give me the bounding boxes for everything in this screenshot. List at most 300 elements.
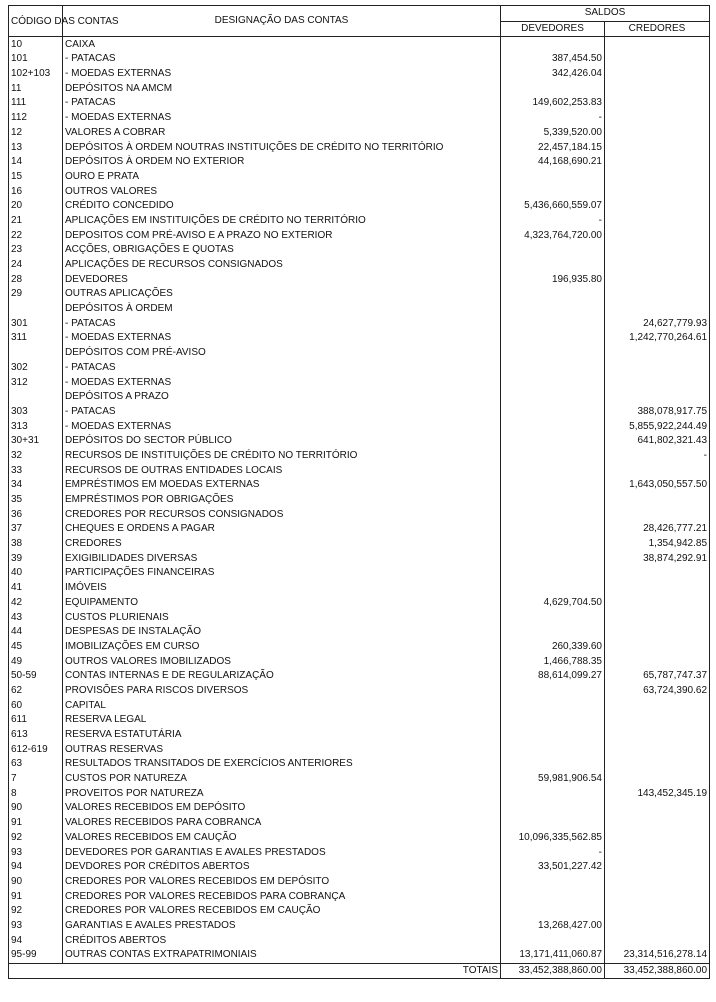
creditors-cell [605, 625, 710, 640]
code-column-header: CÓDIGO DAS CONTAS [9, 6, 63, 37]
account-name-cell: VALORES RECEBIDOS PARA COBRANCA [63, 816, 501, 831]
table-row [9, 581, 710, 596]
creditors-cell [605, 390, 710, 405]
account-name-cell: CREDORES POR VALORES RECEBIDOS EM DEPÓSITO [63, 875, 501, 890]
creditors-cell [605, 581, 710, 596]
account-name-cell: - MOEDAS EXTERNAS [63, 67, 501, 82]
account-name-cell: - MOEDAS EXTERNAS [63, 331, 501, 346]
account-name-cell: GARANTIAS E AVALES PRESTADOS [63, 919, 501, 934]
creditors-cell [605, 37, 710, 52]
account-code-cell: 12 [9, 126, 63, 141]
account-code-cell: 312 [9, 375, 63, 390]
account-code-cell: 24 [9, 258, 63, 273]
creditors-cell [605, 81, 710, 96]
table-row [9, 287, 710, 302]
table-row [9, 37, 710, 52]
table-row [9, 67, 710, 82]
creditors-cell [605, 361, 710, 376]
account-code-cell: 7 [9, 772, 63, 787]
debtors-cell [501, 581, 605, 596]
debtors-cell [501, 786, 605, 801]
creditors-cell [605, 566, 710, 581]
table-row [9, 507, 710, 522]
debtors-cell: 5,436,660,559.07 [501, 199, 605, 214]
debtors-cell: 10,096,335,562.85 [501, 831, 605, 846]
creditors-cell [605, 816, 710, 831]
account-name-cell: VALORES A COBRAR [63, 126, 501, 141]
debtors-cell: - [501, 111, 605, 126]
account-name-cell: DEVDORES POR CRÉDITOS ABERTOS [63, 860, 501, 875]
creditors-cell [605, 287, 710, 302]
account-rows [9, 37, 710, 963]
debtors-cell [501, 625, 605, 640]
account-name-cell: CREDORES POR VALORES RECEBIDOS EM CAUÇÃO [63, 904, 501, 919]
creditors-cell: 38,874,292.91 [605, 551, 710, 566]
table-row [9, 228, 710, 243]
creditors-column-header: CREDORES [605, 21, 710, 37]
account-name-cell: EMPRÉSTIMOS EM MOEDAS EXTERNAS [63, 478, 501, 493]
account-code-cell: 101 [9, 52, 63, 67]
account-code-cell [9, 346, 63, 361]
account-code-cell: 93 [9, 919, 63, 934]
debtors-cell: 4,629,704.50 [501, 596, 605, 611]
debtors-cell: 4,323,764,720.00 [501, 228, 605, 243]
creditors-cell: 1,354,942.85 [605, 537, 710, 552]
account-code-cell: 8 [9, 786, 63, 801]
creditors-cell [605, 375, 710, 390]
debtors-cell [501, 610, 605, 625]
account-code-cell: 44 [9, 625, 63, 640]
totals-debtors: 33,452,388,860.00 [501, 963, 605, 978]
debtors-cell: 5,339,520.00 [501, 126, 605, 141]
debtors-cell [501, 331, 605, 346]
account-code-cell: 91 [9, 816, 63, 831]
creditors-cell [605, 199, 710, 214]
debtors-cell: 22,457,184.15 [501, 140, 605, 155]
debtors-cell: 342,426.04 [501, 67, 605, 82]
table-row [9, 96, 710, 111]
debtors-cell [501, 375, 605, 390]
account-code-cell [9, 390, 63, 405]
table-row [9, 669, 710, 684]
account-code-cell: 10 [9, 37, 63, 52]
creditors-cell [605, 889, 710, 904]
table-row [9, 610, 710, 625]
account-code-cell: 36 [9, 507, 63, 522]
account-name-cell: CONTAS INTERNAS E DE REGULARIZAÇÃO [63, 669, 501, 684]
table-row [9, 713, 710, 728]
table-row [9, 845, 710, 860]
account-name-cell: - PATACAS [63, 96, 501, 111]
account-code-cell: 613 [9, 728, 63, 743]
creditors-cell: 65,787,747.37 [605, 669, 710, 684]
table-row [9, 463, 710, 478]
debtors-cell [501, 742, 605, 757]
account-name-cell: CUSTOS POR NATUREZA [63, 772, 501, 787]
creditors-cell [605, 302, 710, 317]
creditors-cell [605, 493, 710, 508]
creditors-cell [605, 155, 710, 170]
account-name-cell: PARTICIPAÇÕES FINANCEIRAS [63, 566, 501, 581]
table-row [9, 405, 710, 420]
debtors-cell [501, 419, 605, 434]
debtors-cell [501, 522, 605, 537]
table-row [9, 170, 710, 185]
account-name-cell: RECURSOS DE INSTITUIÇÕES DE CRÉDITO NO TERRITÓRIO [63, 449, 501, 464]
account-code-cell: 15 [9, 170, 63, 185]
table-row [9, 184, 710, 199]
creditors-cell: 641,802,321.43 [605, 434, 710, 449]
account-name-cell: RESERVA LEGAL [63, 713, 501, 728]
creditors-cell [605, 463, 710, 478]
table-row [9, 728, 710, 743]
account-name-cell: - PATACAS [63, 361, 501, 376]
account-name-cell: DEVEDORES POR GARANTIAS E AVALES PRESTADOS [63, 845, 501, 860]
account-name-cell: - MOEDAS EXTERNAS [63, 111, 501, 126]
creditors-cell [605, 610, 710, 625]
account-name-cell: - PATACAS [63, 52, 501, 67]
debtors-cell [501, 493, 605, 508]
debtors-cell [501, 449, 605, 464]
account-name-cell: IMÓVEIS [63, 581, 501, 596]
debtors-cell: 13,268,427.00 [501, 919, 605, 934]
account-code-cell: 21 [9, 214, 63, 229]
creditors-cell [605, 713, 710, 728]
account-code-cell: 29 [9, 287, 63, 302]
debtors-cell [501, 302, 605, 317]
table-row [9, 272, 710, 287]
table-row [9, 640, 710, 655]
table-row [9, 596, 710, 611]
creditors-cell: 23,314,516,278.14 [605, 948, 710, 963]
creditors-cell [605, 258, 710, 273]
account-name-cell: DEPÓSITOS DO SECTOR PÚBLICO [63, 434, 501, 449]
creditors-cell [605, 52, 710, 67]
account-name-cell: EQUIPAMENTO [63, 596, 501, 611]
table-row [9, 375, 710, 390]
debtors-cell: 59,981,906.54 [501, 772, 605, 787]
account-code-cell: 311 [9, 331, 63, 346]
account-name-cell: OUTRAS CONTAS EXTRAPATRIMONIAIS [63, 948, 501, 963]
debtors-cell: 44,168,690.21 [501, 155, 605, 170]
creditors-cell [605, 640, 710, 655]
account-code-cell: 30+31 [9, 434, 63, 449]
account-code-cell: 11 [9, 81, 63, 96]
creditors-cell [605, 507, 710, 522]
debtors-cell [501, 243, 605, 258]
debtors-cell [501, 346, 605, 361]
account-name-cell: ACÇÕES, OBRIGAÇÕES E QUOTAS [63, 243, 501, 258]
creditors-cell [605, 742, 710, 757]
balance-sheet-table [8, 5, 710, 979]
account-name-cell: DEPÓSITOS À ORDEM [63, 302, 501, 317]
account-name-cell: APLICAÇÕES DE RECURSOS CONSIGNADOS [63, 258, 501, 273]
table-row [9, 625, 710, 640]
debtors-cell [501, 316, 605, 331]
debtors-cell [501, 390, 605, 405]
creditors-cell [605, 757, 710, 772]
table-row [9, 478, 710, 493]
account-name-cell: VALORES RECEBIDOS EM CAUÇÃO [63, 831, 501, 846]
account-code-cell: 35 [9, 493, 63, 508]
debtors-cell [501, 713, 605, 728]
account-name-cell: EXIGIBILIDADES DIVERSAS [63, 551, 501, 566]
account-code-cell: 43 [9, 610, 63, 625]
account-code-cell: 39 [9, 551, 63, 566]
account-code-cell: 112 [9, 111, 63, 126]
debtors-cell: 387,454.50 [501, 52, 605, 67]
table-row [9, 331, 710, 346]
debtors-cell [501, 875, 605, 890]
account-code-cell: 33 [9, 463, 63, 478]
table-row [9, 449, 710, 464]
creditors-cell [605, 845, 710, 860]
account-name-cell: DEPÓSITOS À ORDEM NOUTRAS INSTITUIÇÕES DE CRÉDITO NO TERRITÓRIO [63, 140, 501, 155]
creditors-cell: - [605, 449, 710, 464]
account-name-cell: APLICAÇÕES EM INSTITUIÇÕES DE CRÉDITO NO TERRITÓRIO [63, 214, 501, 229]
account-name-cell: DEVEDORES [63, 272, 501, 287]
table-row [9, 551, 710, 566]
table-row [9, 258, 710, 273]
account-code-cell: 45 [9, 640, 63, 655]
table-row [9, 772, 710, 787]
account-code-cell: 13 [9, 140, 63, 155]
creditors-cell: 5,855,922,244.49 [605, 419, 710, 434]
account-name-cell: CRÉDITO CONCEDIDO [63, 199, 501, 214]
debtors-cell [501, 933, 605, 948]
account-name-cell: - MOEDAS EXTERNAS [63, 375, 501, 390]
table-row [9, 434, 710, 449]
table-row [9, 889, 710, 904]
account-code-cell: 90 [9, 875, 63, 890]
creditors-cell [605, 698, 710, 713]
table-row [9, 904, 710, 919]
table-row [9, 140, 710, 155]
table-row [9, 698, 710, 713]
debtors-cell: - [501, 214, 605, 229]
account-code-cell: 22 [9, 228, 63, 243]
table-row [9, 199, 710, 214]
table-row [9, 361, 710, 376]
totals-row [9, 963, 710, 978]
account-name-cell: RESULTADOS TRANSITADOS DE EXERCÍCIOS ANTERIORES [63, 757, 501, 772]
account-name-cell: EMPRÉSTIMOS POR OBRIGAÇÕES [63, 493, 501, 508]
account-code-cell: 60 [9, 698, 63, 713]
account-code-cell: 90 [9, 801, 63, 816]
account-name-cell: CAIXA [63, 37, 501, 52]
account-name-cell: OURO E PRATA [63, 170, 501, 185]
account-name-cell: DEPÓSITOS À ORDEM NO EXTERIOR [63, 155, 501, 170]
creditors-cell [605, 96, 710, 111]
creditors-cell: 143,452,345.19 [605, 786, 710, 801]
debtors-cell [501, 816, 605, 831]
debtors-cell [501, 698, 605, 713]
creditors-cell [605, 346, 710, 361]
creditors-cell [605, 875, 710, 890]
account-code-cell: 102+103 [9, 67, 63, 82]
account-code-cell: 41 [9, 581, 63, 596]
creditors-cell [605, 654, 710, 669]
account-name-cell: - PATACAS [63, 316, 501, 331]
creditors-cell [605, 140, 710, 155]
debtors-cell [501, 434, 605, 449]
creditors-cell [605, 170, 710, 185]
creditors-cell [605, 772, 710, 787]
totals-label: TOTAIS [9, 963, 501, 978]
debtors-cell: 260,339.60 [501, 640, 605, 655]
debtors-cell [501, 904, 605, 919]
debtors-cell [501, 361, 605, 376]
account-code-cell: 40 [9, 566, 63, 581]
account-name-cell: OUTROS VALORES IMOBILIZADOS [63, 654, 501, 669]
account-name-cell: DEPÓSITOS NA AMCM [63, 81, 501, 96]
table-row [9, 860, 710, 875]
account-name-cell: - PATACAS [63, 405, 501, 420]
table-row [9, 316, 710, 331]
table-row [9, 390, 710, 405]
account-code-cell: 23 [9, 243, 63, 258]
account-code-cell: 94 [9, 860, 63, 875]
account-code-cell: 93 [9, 845, 63, 860]
debtors-cell [501, 889, 605, 904]
account-code-cell: 32 [9, 449, 63, 464]
creditors-cell [605, 728, 710, 743]
table-row [9, 302, 710, 317]
account-code-cell: 49 [9, 654, 63, 669]
table-row [9, 801, 710, 816]
balances-header: SALDOS [501, 6, 710, 22]
creditors-cell: 388,078,917.75 [605, 405, 710, 420]
debtors-cell: 88,614,099.27 [501, 669, 605, 684]
creditors-cell [605, 228, 710, 243]
account-name-cell: - MOEDAS EXTERNAS [63, 419, 501, 434]
designation-column-header: DESIGNAÇÃO DAS CONTAS [63, 6, 501, 37]
creditors-cell [605, 111, 710, 126]
creditors-cell: 28,426,777.21 [605, 522, 710, 537]
account-code-cell: 42 [9, 596, 63, 611]
debtors-cell: 13,171,411,060.87 [501, 948, 605, 963]
account-code-cell: 92 [9, 831, 63, 846]
debtors-cell [501, 507, 605, 522]
account-code-cell: 94 [9, 933, 63, 948]
table-row [9, 816, 710, 831]
account-code-cell: 34 [9, 478, 63, 493]
account-code-cell: 20 [9, 199, 63, 214]
account-name-cell: DEPÓSITOS COM PRÉ-AVISO [63, 346, 501, 361]
debtors-cell: 196,935.80 [501, 272, 605, 287]
debtors-cell [501, 170, 605, 185]
creditors-cell: 24,627,779.93 [605, 316, 710, 331]
debtors-cell [501, 81, 605, 96]
account-name-cell: DEPÓSITOS A PRAZO [63, 390, 501, 405]
table-row [9, 522, 710, 537]
creditors-cell [605, 904, 710, 919]
table-row [9, 786, 710, 801]
debtors-cell [501, 757, 605, 772]
table-row [9, 111, 710, 126]
table-row [9, 126, 710, 141]
account-name-cell: OUTRAS APLICAÇÕES [63, 287, 501, 302]
creditors-cell [605, 184, 710, 199]
account-name-cell: PROVISÕES PARA RISCOS DIVERSOS [63, 684, 501, 699]
account-name-cell: DEPOSITOS COM PRÉ-AVISO E A PRAZO NO EXTERIOR [63, 228, 501, 243]
creditors-cell: 63,724,390.62 [605, 684, 710, 699]
account-code-cell: 95-99 [9, 948, 63, 963]
account-name-cell: CREDORES POR VALORES RECEBIDOS PARA COBRANÇA [63, 889, 501, 904]
account-code-cell: 111 [9, 96, 63, 111]
table-row [9, 654, 710, 669]
account-code-cell: 63 [9, 757, 63, 772]
account-code-cell: 50-59 [9, 669, 63, 684]
table-row [9, 684, 710, 699]
account-code-cell: 301 [9, 316, 63, 331]
account-name-cell: OUTRAS RESERVAS [63, 742, 501, 757]
creditors-cell [605, 919, 710, 934]
creditors-cell [605, 126, 710, 141]
account-code-cell: 91 [9, 889, 63, 904]
creditors-cell [605, 214, 710, 229]
debtors-cell: 149,602,253.83 [501, 96, 605, 111]
debtors-cell: 33,501,227.42 [501, 860, 605, 875]
creditors-cell [605, 272, 710, 287]
debtors-cell [501, 566, 605, 581]
creditors-cell: 1,242,770,264.61 [605, 331, 710, 346]
table-row [9, 742, 710, 757]
account-name-cell: OUTROS VALORES [63, 184, 501, 199]
table-row [9, 81, 710, 96]
account-name-cell: CREDORES [63, 537, 501, 552]
creditors-cell [605, 801, 710, 816]
table-row [9, 52, 710, 67]
account-code-cell [9, 302, 63, 317]
account-name-cell: CRÉDITOS ABERTOS [63, 933, 501, 948]
account-name-cell: CHEQUES E ORDENS A PAGAR [63, 522, 501, 537]
creditors-cell [605, 831, 710, 846]
account-code-cell: 14 [9, 155, 63, 170]
account-code-cell: 611 [9, 713, 63, 728]
debtors-cell [501, 728, 605, 743]
debtors-cell [501, 184, 605, 199]
debtors-cell [501, 478, 605, 493]
creditors-cell: 1,643,050,557.50 [605, 478, 710, 493]
account-code-cell: 303 [9, 405, 63, 420]
table-row [9, 155, 710, 170]
account-code-cell: 313 [9, 419, 63, 434]
account-name-cell: CAPITAL [63, 698, 501, 713]
table-row [9, 214, 710, 229]
debtors-cell [501, 37, 605, 52]
debtors-cell [501, 537, 605, 552]
creditors-cell [605, 860, 710, 875]
creditors-cell [605, 596, 710, 611]
table-row [9, 757, 710, 772]
debtors-cell [501, 287, 605, 302]
totals-creditors: 33,452,388,860.00 [605, 963, 710, 978]
table-row [9, 419, 710, 434]
table-row [9, 566, 710, 581]
table-row [9, 346, 710, 361]
debtors-cell [501, 463, 605, 478]
table-row [9, 537, 710, 552]
debtors-cell [501, 551, 605, 566]
creditors-cell [605, 933, 710, 948]
table-row [9, 493, 710, 508]
debtors-cell: 1,466,788.35 [501, 654, 605, 669]
account-code-cell: 38 [9, 537, 63, 552]
table-row [9, 948, 710, 963]
account-name-cell: CREDORES POR RECURSOS CONSIGNADOS [63, 507, 501, 522]
debtors-cell [501, 801, 605, 816]
